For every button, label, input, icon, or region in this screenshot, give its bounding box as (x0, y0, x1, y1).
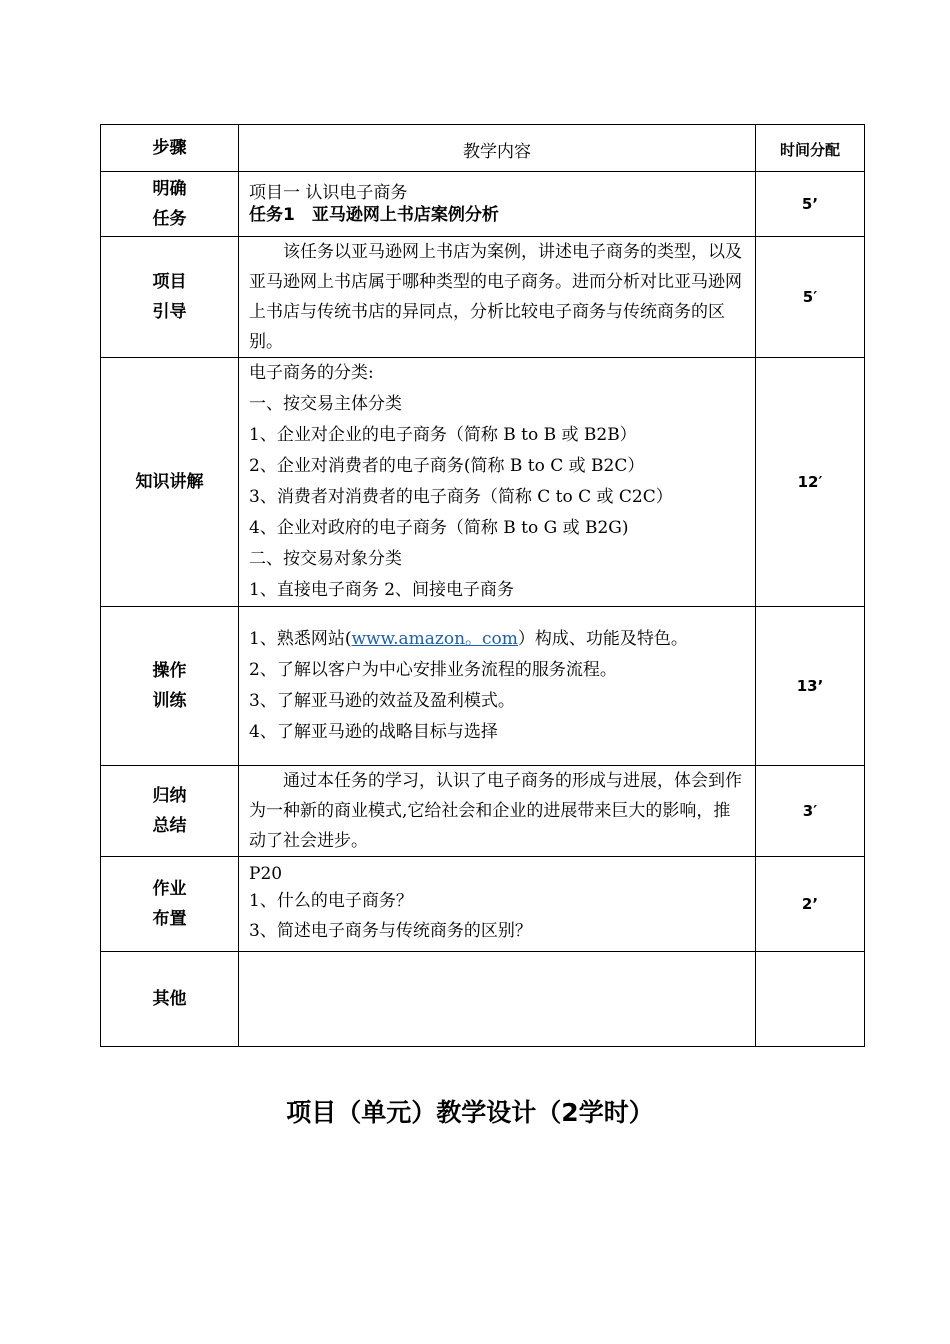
content-cell (239, 766, 756, 857)
amazon-link[interactable]: www.amazon。com (351, 629, 518, 649)
row-project-intro (101, 237, 865, 358)
list-item: 一、按交易主体分类 (249, 394, 402, 414)
list-item: 3、消费者对消费者的电子商务（简称 C to C 或 C2C） (249, 487, 673, 507)
list-item: 2、了解以客户为中心安排业务流程的服务流程。 (249, 660, 617, 680)
time-cell: 12′ (756, 358, 865, 607)
row-define-task (101, 172, 865, 237)
document-title: 项目（单元）教学设计（2学时） (286, 1098, 654, 1127)
project-title: 项目一 认识电子商务 (249, 183, 408, 203)
header-row (101, 125, 865, 172)
list-item: 4、企业对政府的电子商务（简称 B to G 或 B2G) (249, 518, 629, 538)
list-item: 1、什么的电子商务？ (249, 891, 413, 911)
time-cell: 5’ (756, 172, 865, 237)
step-cell: 项目 引导 (101, 237, 239, 358)
intro-paragraph: 该任务以亚马逊网上书店为案例，讲述电子商务的类型，以及亚马逊网上书店属于哪种类型的电子商务。进而分析对比亚马逊网上书店与传统书店的异同点，分析比较电子商务与传统商务的区别。 (249, 242, 742, 352)
header-content: 教学内容 (239, 125, 756, 172)
step-cell: 归纳 总结 (101, 766, 239, 857)
list-item: 1、直接电子商务 2、间接电子商务 (249, 580, 515, 600)
content-cell (239, 172, 756, 237)
step-cell: 其他 (101, 952, 239, 1047)
step-cell: 明确 任务 (101, 172, 239, 237)
list-item: 3、简述电子商务与传统商务的区别？ (249, 921, 532, 941)
header-step: 步骤 (101, 125, 239, 172)
list-item: 1、熟悉网站(www.amazon。com）构成、功能及特色。 (249, 629, 688, 649)
list-item: 电子商务的分类: (249, 363, 374, 383)
time-cell (756, 952, 865, 1047)
content-cell (239, 607, 756, 766)
content-cell (239, 237, 756, 358)
time-cell: 13’ (756, 607, 865, 766)
header-time: 时间分配 (756, 125, 865, 172)
step-cell: 操作 训练 (101, 607, 239, 766)
time-cell: 5′ (756, 237, 865, 358)
list-item: 1、企业对企业的电子商务（简称 B to B 或 B2B） (249, 425, 637, 445)
row-knowledge (101, 358, 865, 607)
row-summary (101, 766, 865, 857)
content-cell (239, 952, 756, 1047)
list-item: 3、了解亚马逊的效益及盈利模式。 (249, 691, 515, 711)
row-other (101, 952, 865, 1047)
list-item: P20 (249, 864, 283, 884)
lesson-plan-table (100, 124, 865, 1047)
time-cell: 2’ (756, 857, 865, 952)
row-homework (101, 857, 865, 952)
content-cell (239, 358, 756, 607)
task-title: 任务1 亚马逊网上书店案例分析 (249, 205, 499, 225)
step-cell: 作业 布置 (101, 857, 239, 952)
summary-paragraph: 通过本任务的学习，认识了电子商务的形成与进展，体会到作为一种新的商业模式,它给社会和企业的进展带来巨大的影响，推动了社会进步。 (249, 771, 742, 851)
list-item: 二、按交易对象分类 (249, 549, 402, 569)
content-cell (239, 857, 756, 952)
list-item: 4、了解亚马逊的战略目标与选择 (249, 722, 498, 742)
time-cell: 3′ (756, 766, 865, 857)
step-cell: 知识讲解 (101, 358, 239, 607)
list-item: 2、企业对消费者的电子商务(简称 B to C 或 B2C） (249, 456, 645, 476)
row-practice (101, 607, 865, 766)
